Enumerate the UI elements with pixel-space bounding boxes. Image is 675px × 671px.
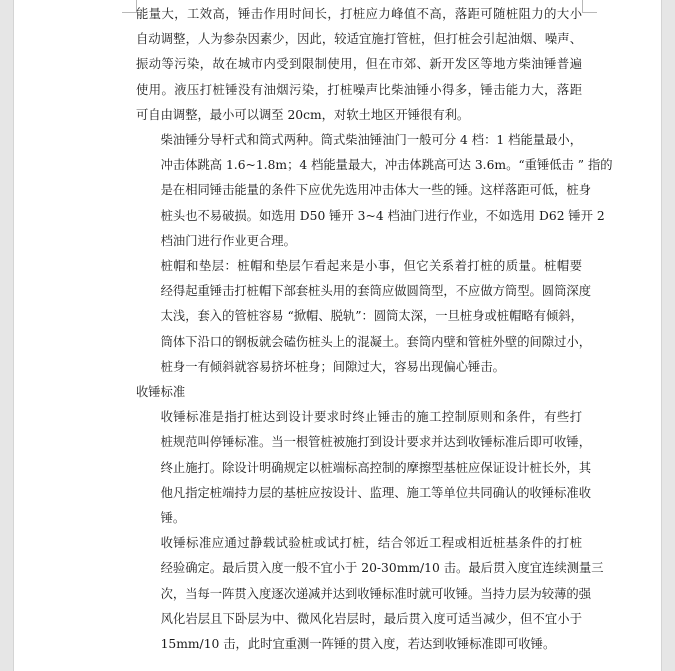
text-line: 收锤标准应通过静载试验桩或试打桩，结合邻近工程或相近桩基条件的打桩: [160, 536, 582, 551]
text-line: 收锤标准是指打桩达到设计要求时终止锤击的施工控制原则和条件，有些打: [160, 410, 582, 425]
paragraph: [136, 531, 604, 657]
text-line: 档油门进行作业更合理。: [160, 233, 296, 248]
text-line: 终止施打。除设计明确规定以桩端标高控制的摩擦型基桩应保证设计桩长外，其: [160, 460, 591, 475]
text-line: 是在相同锤击能量的条件下应优先选用冲击体大一些的锤。这样落距可低，桩身: [160, 183, 591, 198]
text-line: 锤。: [160, 511, 186, 526]
text-line: 筒体下沿口的钢板就会磕伤桩头上的混凝土。套筒内壁和管桩外壁的间隙过小，: [160, 334, 591, 349]
text-line: 风化岩层且下卧层为中、微风化岩层时，最后贯入度可适当减少，但不宜小于: [160, 611, 582, 626]
document-page: [14, 0, 661, 671]
text-line: 他凡指定桩端持力层的基桩应按设计、监理、施工等单位共同确认的收锤标准收: [160, 485, 591, 500]
section-heading: [136, 380, 582, 405]
text-line: 太浅，套入的管桩容易 “掀帽、脱轨”：圆筒太深，一旦桩身或桩帽略有倾斜，: [160, 309, 583, 324]
margin-corner-mark-left: [122, 0, 137, 13]
paragraph: [136, 254, 591, 380]
text-line: 桩帽和垫层：桩帽和垫层乍看起来是小事，但它关系着打桩的质量。桩帽要: [160, 259, 582, 274]
text-line: 15mm/10 击，此时宜重测一阵锤的贯入度，若达到收锤标准即可收锤。: [160, 637, 556, 652]
margin-corner-mark-right: [582, 0, 597, 13]
text-line: 桩头也不易破损。如选用 D50 锤开 3~4 档油门进行作业，不如选用 D62 锤开 2: [160, 208, 605, 223]
text-line: 振动等污染，故在城市内受到限制使用，但在市郊、新开发区等地方柴油锤普遍: [136, 57, 582, 72]
text-line: 使用。液压打桩锤没有油烟污染，打桩噪声比柴油锤小得多，锤击能力大，落距: [136, 82, 582, 97]
text-line: 自动调整，人为参杂因素少，因此，较适宜施打管桩，但打桩会引起油烟、噪声、: [136, 32, 582, 47]
text-line: 能量大，工效高，锤击作用时间长，打桩应力峰值不高，落距可随桩阻力的大小: [136, 7, 582, 21]
text-line: 冲击体跳高 1.6~1.8m；4 档能量最大，冲击体跳高可达 3.6m。“重锤低击 ” 指的: [160, 158, 613, 173]
text-line: 经验确定。最后贯入度一般不宜小于 20-30mm/10 击。最后贯入度宜连续测量三: [160, 561, 604, 576]
text-line: 桩身一有倾斜就容易挤坏桩身；间隙过大，容易出现偏心锤击。: [160, 359, 505, 374]
text-line: 收锤标准: [136, 385, 186, 400]
paragraph: [136, 128, 613, 254]
paragraph: [136, 405, 591, 531]
text-line: 经得起重锤击打桩帽下部套桩头用的套筒应做圆筒型，不应做方筒型。圆筒深度: [160, 284, 591, 299]
text-line: 桩规范叫停锤标准。当一根管桩被施打到设计要求并达到收锤标准后即可收锤，: [160, 435, 591, 450]
text-line: 柴油锤分导杆式和筒式两种。筒式柴油锤油门一般可分 4 档：1 档能量最小，: [160, 133, 582, 148]
document-body[interactable]: [136, 2, 613, 657]
text-line: 可自由调整，最小可以调至 20cm，对软土地区开锤很有利。: [136, 107, 470, 122]
paragraph: [136, 2, 582, 128]
text-line: 次，当每一阵贯入度逐次递减并达到收锤标准时就可收锤。当持力层为较薄的强: [160, 586, 591, 601]
